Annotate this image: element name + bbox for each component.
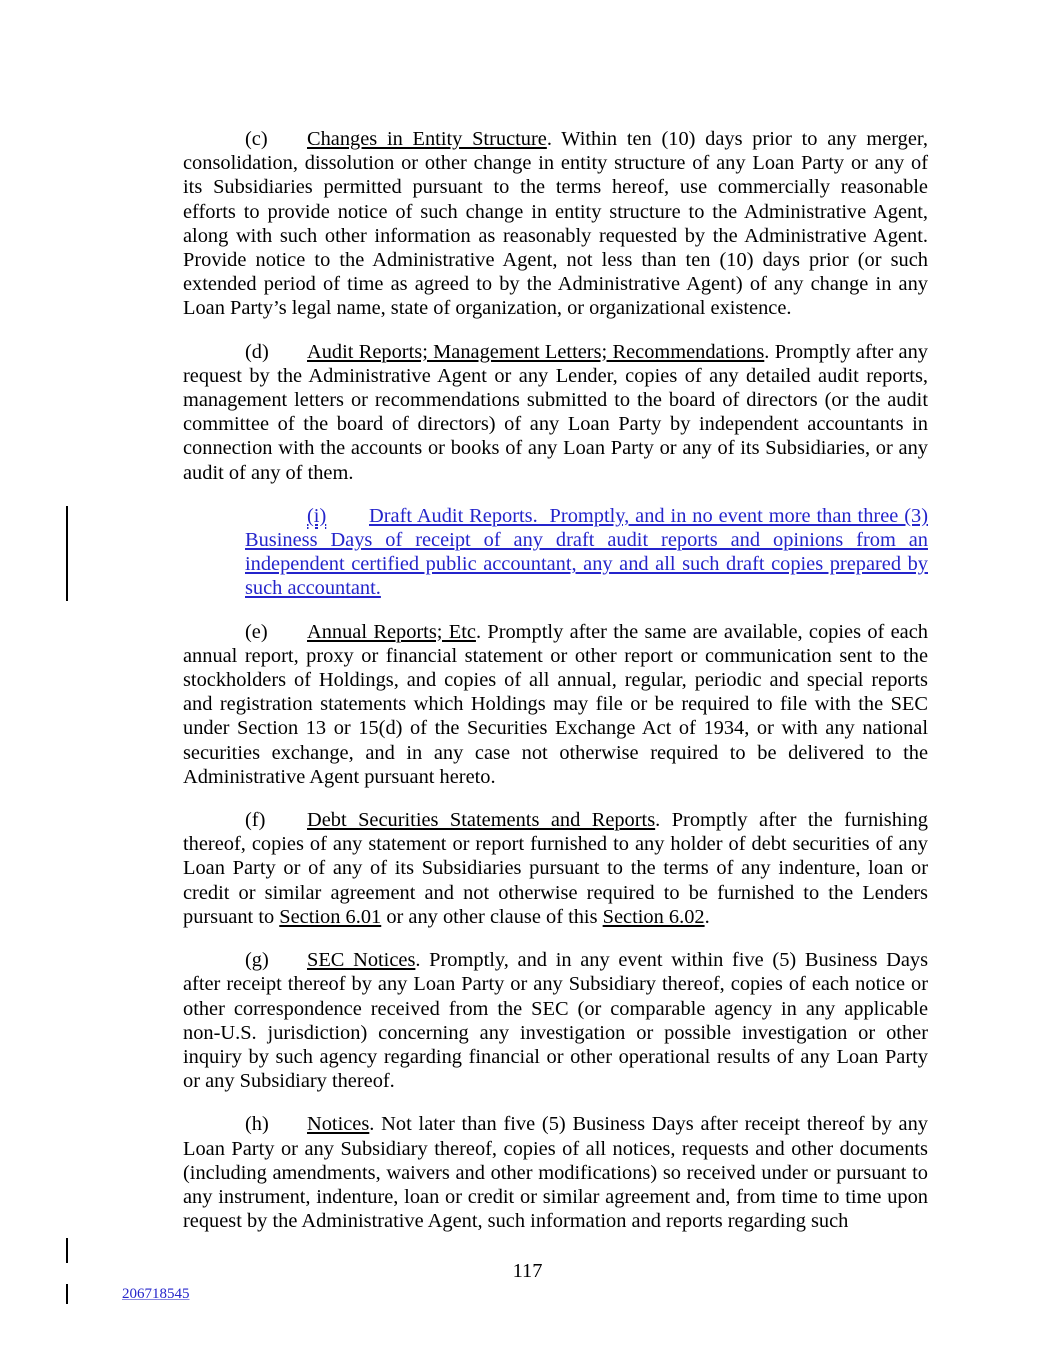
paragraph-label: (c) xyxy=(245,128,268,150)
text-run: Debt Securities Statements and Reports xyxy=(307,809,656,832)
text-run: Section 6.02 xyxy=(602,905,705,928)
change-bar xyxy=(66,1284,68,1304)
page-number: 117 xyxy=(512,1260,543,1282)
text-run: Notices xyxy=(307,1113,370,1136)
text-run: . Promptly after the same are available, copies of each annual report, proxy or financial statement or other report or communication sent to the stockholders of Holdings, and copies of all annual, regular, periodic and special reports and registration statements which Holdings may file or be required to file with the SEC under Section 13 or 15(d) of the Securities Exchange Act of 1934, or with any national securities exchange, and in any case not otherwise required to be delivered to the Administrative Agent pursuant hereto. xyxy=(183,620,928,788)
paragraph-h xyxy=(183,1112,928,1233)
text-run: . Promptly after any request by the Administrative Agent or any Lender, copies of any detailed audit reports, management letters or recommendations submitted to the board of directors (or the audit committee of the board of directors) of any Loan Party by independent accountants in connection with the accounts or books of any Loan Party or any of its Subsidiaries, or any audit of any of them. xyxy=(183,340,929,484)
paragraph-label: (g) xyxy=(245,949,269,972)
text-run: . xyxy=(704,905,710,928)
text-run: Section 6.01 xyxy=(279,905,382,928)
paragraph-label: (e) xyxy=(245,620,268,643)
paragraph-label: (i) xyxy=(307,504,327,527)
text-run: . Promptly, and in any event within five (5) Business Days after receipt thereof by any Loan Party or any Subsidiary thereof, copies of each notice or other correspondence received from the SEC (or comparable agency in any applicable non-U.S. jurisdiction) concerning any investigation or possible investigation or other inquiry by such agency regarding financial or other operational results of any Loan Party or any Subsidiary thereof. xyxy=(183,949,929,1093)
paragraph-label: (d) xyxy=(245,340,269,363)
text-run: . Promptly after the furnishing thereof, copies of any statement or report furnished to any holder of debt securities of any Loan Party or of any of its Subsidiaries pursuant to the terms of any indenture, loan or credit or similar agreement and not otherwise required to be furnished to the Lenders pursuant to xyxy=(183,809,928,928)
text-run: Audit Reports; Management Letters; Recommendations xyxy=(307,340,765,363)
doc-id-stamp: 206718545 xyxy=(122,1286,190,1302)
paragraph-i-inserted xyxy=(245,504,928,601)
paragraph-c xyxy=(183,127,928,321)
paragraph-f xyxy=(183,808,928,929)
text-run: Annual Reports; Etc xyxy=(307,620,476,643)
text-run: Changes in Entity Structure xyxy=(307,128,547,150)
text-run: SEC Notices xyxy=(307,949,416,972)
text-run: . Within ten (10) days prior to any merger, consolidation, dissolution or other change in entity structure of any Loan Party or any of its Subsidiaries permitted pursuant to the terms hereof, use commercially reasonable efforts to provide notice of such change in entity structure to the Administrative Agent, along with such other information as reasonably requested by the Administrative Agent. Provide notice to the Administrative Agent, not less than ten (10) days prior (or such extended period of time as agreed to by the Administrative Agent) of any change in any Loan Party’s legal name, state of organization, or organizational existence. xyxy=(183,128,929,320)
paragraph-d xyxy=(183,340,928,485)
paragraph-label: (h) xyxy=(245,1113,269,1136)
paragraph-e xyxy=(183,620,928,789)
document-body xyxy=(183,127,928,1252)
text-run: Draft Audit Reports. Promptly, and in no event more than three (3) Business Days of receipt of any draft audit reports and opinions from an independent certified public accountant, any and all such draft copies prepared by such accountant. xyxy=(245,504,928,600)
paragraph-g xyxy=(183,948,928,1093)
text-run: or any other clause of this xyxy=(381,905,603,928)
text-run: . Not later than five (5) Business Days after receipt thereof by any Loan Party or any Subsidiary thereof, copies of all notices, requests and other documents (including amendments, waivers and other modifications) so received under or pursuant to any instrument, indenture, loan or credit or similar agreement and, from time to time upon request by the Administrative Agent, such information and reports regarding such xyxy=(183,1113,928,1233)
paragraph-label: (f) xyxy=(245,809,266,832)
